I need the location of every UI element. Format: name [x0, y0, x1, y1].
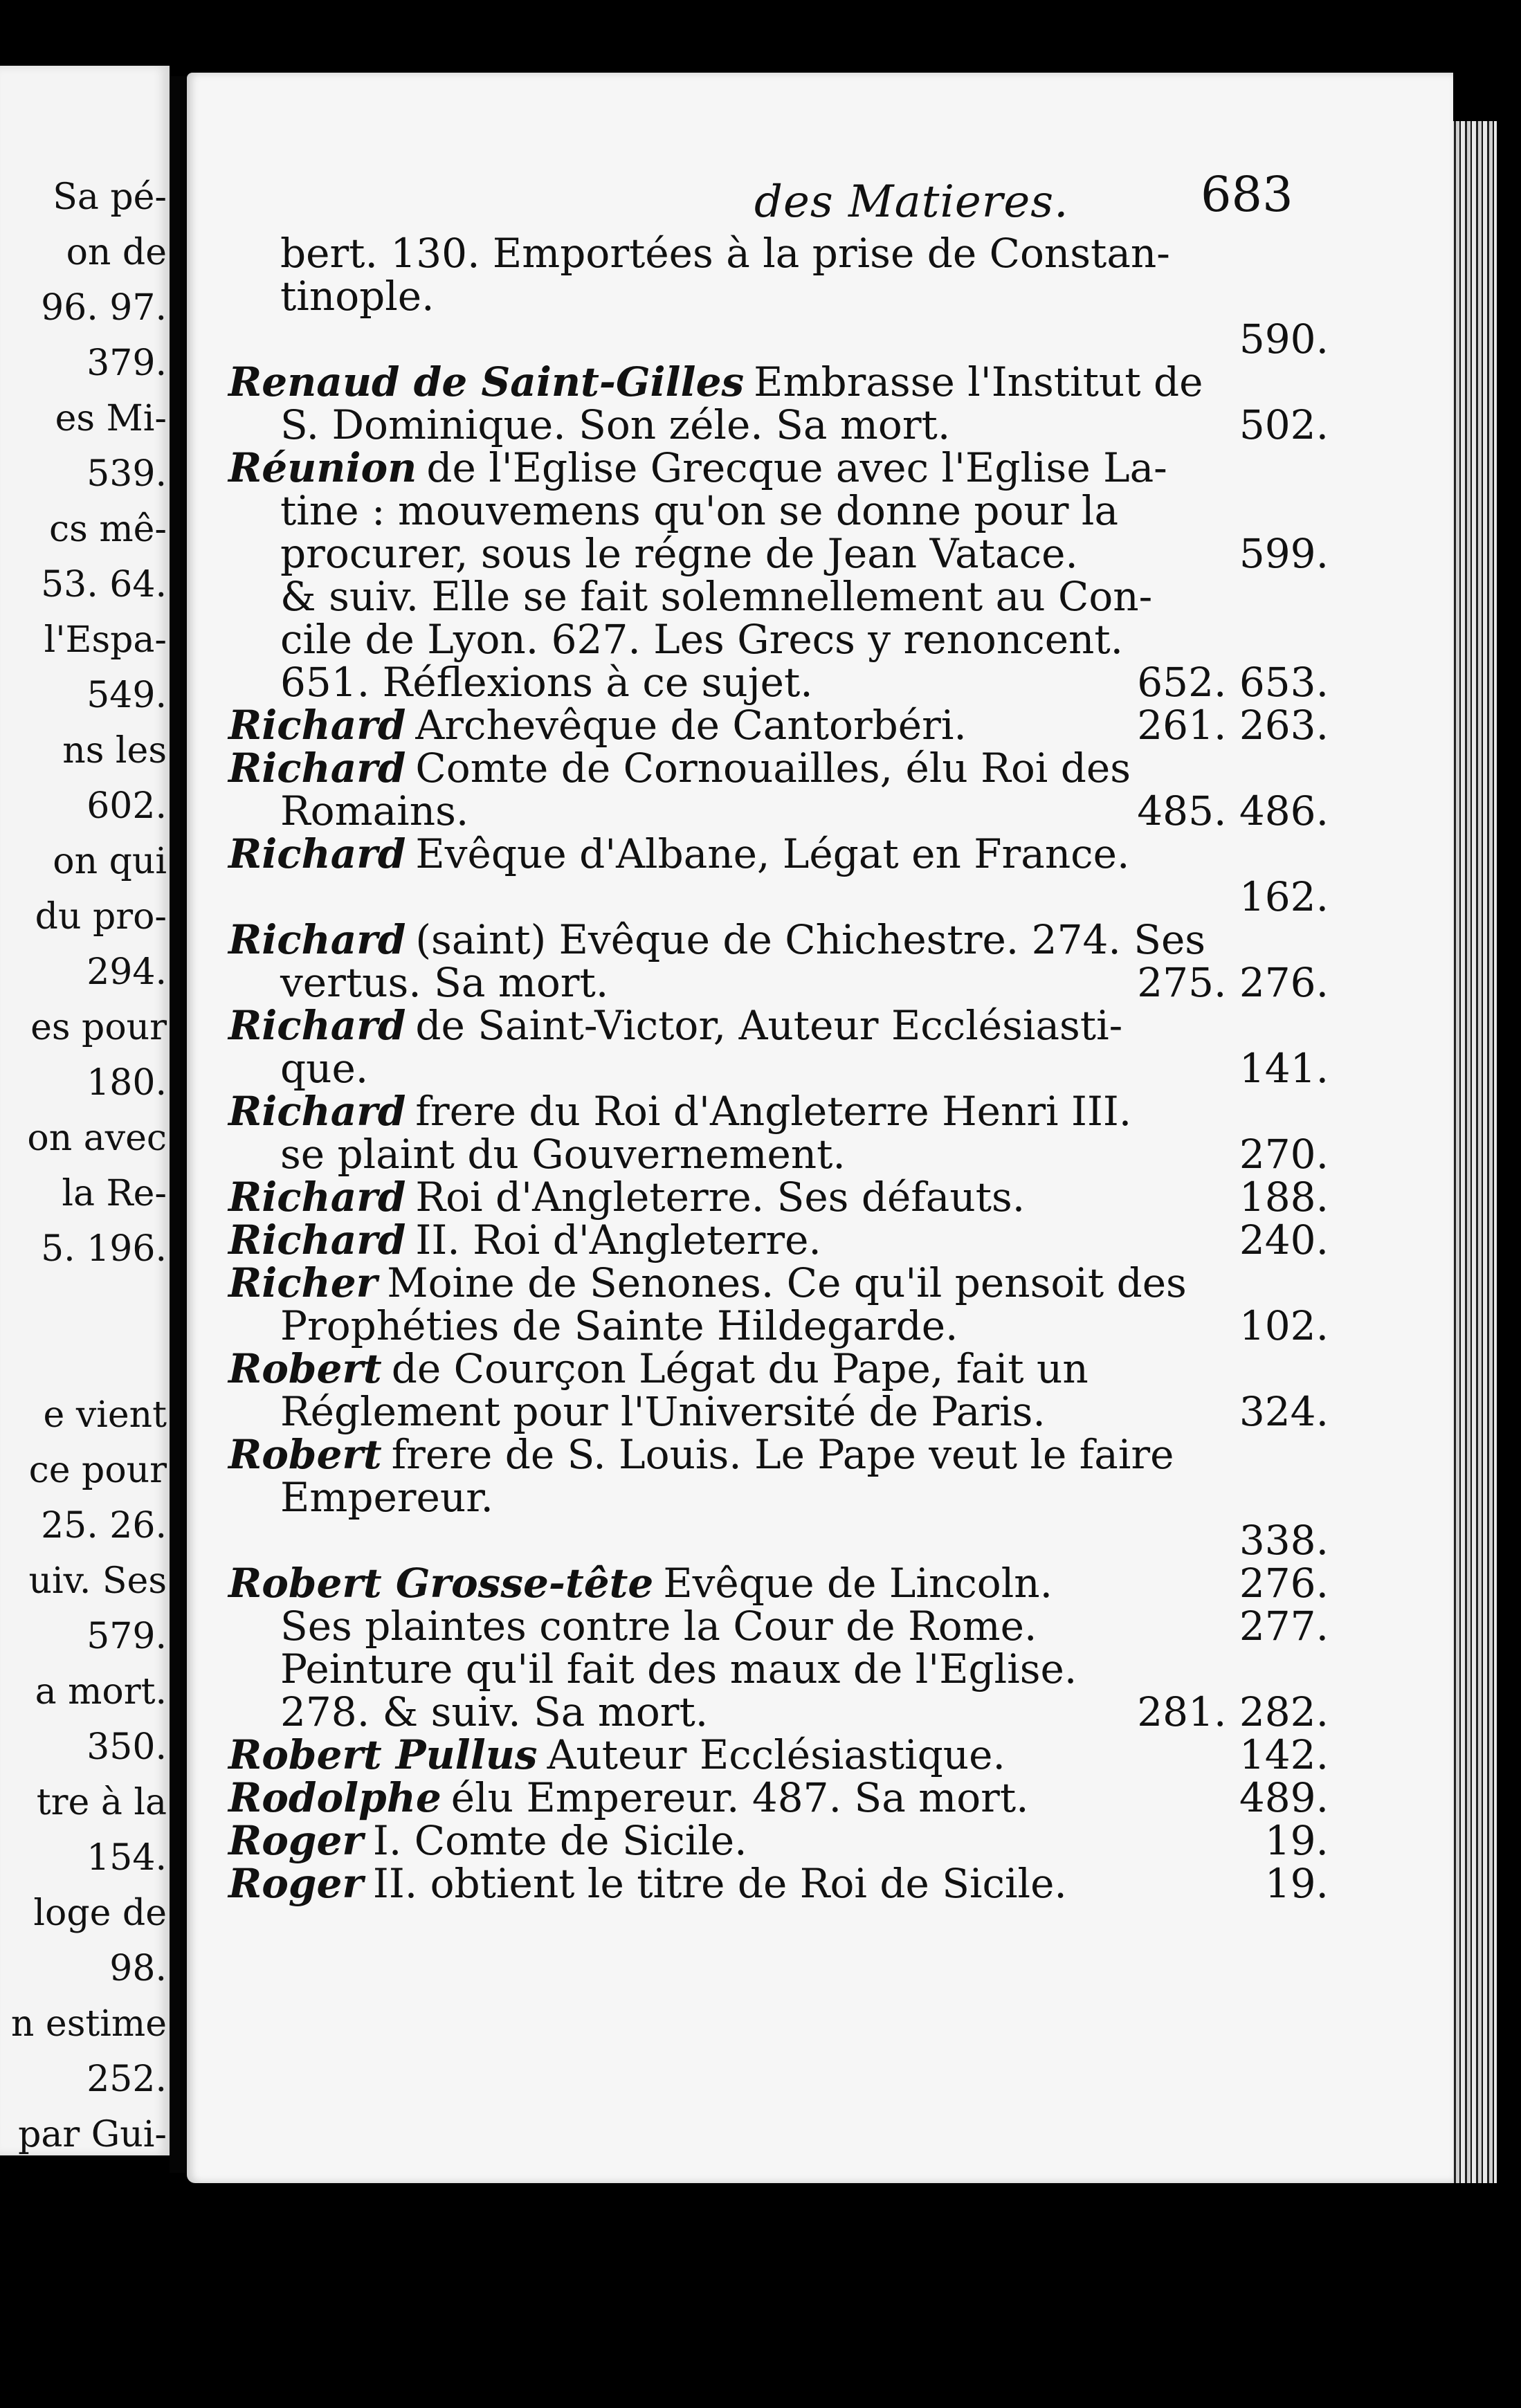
entry-text: II. obtient le titre de Roi de Sicile.	[372, 1860, 1067, 1907]
entry-term: Richard	[228, 1002, 406, 1049]
entry-page-reference: 141.	[1239, 1045, 1329, 1092]
entry-text: (saint) Evêque de Chichestre. 274. Ses	[415, 916, 1206, 963]
entry-text: frere du Roi d'Angleterre Henri III.	[415, 1088, 1132, 1135]
previous-page-line: on qui	[53, 841, 167, 882]
entry-page-reference: 485. 486.	[1137, 787, 1329, 834]
entry-page-reference: 590.	[1239, 316, 1329, 363]
previous-page-line: 602.	[86, 785, 167, 827]
entry-term: Richard	[228, 702, 406, 749]
entry-text: tinople.	[280, 273, 435, 320]
index-entry-continuation	[228, 618, 1329, 661]
index-entry	[228, 1819, 1329, 1862]
entry-term: Richard	[228, 830, 406, 877]
index-entry-continuation	[228, 1605, 1329, 1648]
index-entry	[228, 918, 1329, 961]
entry-page-reference: 261. 263.	[1137, 702, 1329, 749]
entry-page-reference: 188.	[1239, 1174, 1329, 1221]
entry-page-reference: 19.	[1264, 1860, 1329, 1907]
previous-page-line: loge de	[33, 1892, 167, 1934]
entry-term: Roger	[228, 1860, 363, 1907]
entry-term: Richard	[228, 1088, 406, 1135]
index-entry-continuation	[228, 403, 1329, 446]
entry-text: II. Roi d'Angleterre.	[415, 1216, 821, 1264]
entry-text: 278. & suiv. Sa mort.	[280, 1688, 709, 1735]
entry-text: Comte de Cornouailles, élu Roi des	[415, 745, 1131, 792]
previous-page-line: 294.	[86, 951, 167, 993]
index-entry	[228, 1733, 1329, 1776]
entry-text: Peinture qu'il fait des maux de l'Eglise.	[280, 1645, 1077, 1693]
previous-page-line: uiv. Ses	[28, 1560, 167, 1602]
index-entry	[228, 1862, 1329, 1905]
previous-page-line: tre à la	[36, 1782, 167, 1823]
previous-page-line: 154.	[86, 1837, 167, 1879]
previous-page-line: es Mi-	[55, 398, 167, 439]
entry-text: de Courçon Légat du Pape, fait un	[391, 1345, 1089, 1392]
entry-text: Auteur Ecclésiastique.	[547, 1731, 1005, 1778]
entry-term: Robert	[228, 1345, 382, 1392]
previous-page-line: l'Espa-	[44, 619, 167, 661]
entry-text: Archevêque de Cantorbéri.	[415, 702, 967, 749]
previous-page-line: on avec	[27, 1118, 167, 1159]
entry-term: Robert Pullus	[228, 1731, 538, 1778]
entry-text: cile de Lyon. 627. Les Grecs y renoncent.	[280, 616, 1124, 663]
entry-text: que.	[280, 1045, 369, 1092]
index-entry-continuation	[228, 318, 1329, 361]
previous-page-fragment	[0, 66, 170, 2155]
entry-text: de l'Eglise Grecque avec l'Eglise La-	[426, 444, 1167, 491]
index-entry-continuation	[228, 1133, 1329, 1176]
entry-text: S. Dominique. Son zéle. Sa mort.	[280, 401, 951, 448]
entry-text: bert. 130. Emportées à la prise de Constan-	[280, 230, 1170, 277]
previous-page-line: 98.	[109, 1948, 167, 1989]
entry-page-reference: 270.	[1239, 1131, 1329, 1178]
previous-page-line: Sa pé-	[53, 176, 167, 218]
previous-page-line: e vient	[43, 1394, 167, 1436]
running-head: des Matieres.	[754, 176, 1069, 228]
entry-text: Empereur.	[280, 1474, 493, 1521]
previous-page-line: es pour	[30, 1007, 167, 1048]
index-entry	[228, 1090, 1329, 1133]
entry-page-reference: 599.	[1239, 530, 1329, 577]
entry-page-reference: 338.	[1239, 1517, 1329, 1564]
index-entry-continuation	[228, 232, 1329, 275]
entry-text: & suiv. Elle se fait solemnellement au Con-	[280, 573, 1153, 620]
entry-text: tine : mouvemens qu'on se donne pour la	[280, 487, 1119, 534]
entry-text: Moine de Senones. Ce qu'il pensoit des	[387, 1259, 1187, 1306]
index-entry-continuation	[228, 1304, 1329, 1347]
index-entries	[228, 232, 1329, 1905]
index-entry-continuation	[228, 961, 1329, 1004]
entry-page-reference: 276.	[1239, 1560, 1329, 1607]
entry-page-reference: 275. 276.	[1137, 959, 1329, 1006]
index-entry-continuation	[228, 1390, 1329, 1433]
previous-page-line: 579.	[86, 1616, 167, 1657]
previous-page-line: la Re-	[62, 1173, 167, 1214]
previous-page-line: 539.	[86, 453, 167, 495]
entry-term: Richer	[228, 1259, 378, 1306]
index-entry	[228, 1776, 1329, 1819]
entry-page-reference: 142.	[1239, 1731, 1329, 1778]
index-entry-continuation	[228, 661, 1329, 704]
previous-page-line: 549.	[86, 675, 167, 716]
page-stack-edge	[1450, 121, 1497, 2183]
previous-page-line: on de	[66, 232, 167, 273]
entry-text: Prophéties de Sainte Hildegarde.	[280, 1302, 958, 1349]
entry-term: Richard	[228, 916, 406, 963]
entry-term: Robert	[228, 1431, 382, 1478]
previous-page-line: 180.	[86, 1062, 167, 1104]
previous-page-line: 25. 26.	[41, 1505, 167, 1547]
previous-page-line: a mort.	[35, 1671, 167, 1713]
entry-text: élu Empereur. 487. Sa mort.	[450, 1774, 1029, 1821]
entry-term: Réunion	[228, 444, 417, 491]
index-entry-continuation	[228, 1645, 1329, 1693]
previous-page-line: 350.	[86, 1726, 167, 1768]
index-entry	[228, 704, 1329, 747]
previous-page-line: 96. 97.	[41, 287, 167, 329]
index-entry-continuation	[228, 532, 1329, 575]
entry-text: Roi d'Angleterre. Ses défauts.	[415, 1174, 1026, 1221]
index-entry-continuation	[228, 575, 1329, 618]
entry-term: Richard	[228, 1216, 406, 1264]
previous-page-line: cs mê-	[49, 509, 167, 550]
entry-text: Ses plaintes contre la Cour de Rome.	[280, 1603, 1037, 1650]
entry-page-reference: 162.	[1239, 873, 1329, 920]
previous-page-line: ns les	[62, 730, 167, 772]
previous-page-line: ce pour	[28, 1450, 167, 1491]
index-entry	[228, 1347, 1329, 1390]
previous-page-line: du pro-	[35, 896, 167, 938]
index-entry-continuation	[228, 1519, 1329, 1562]
index-entry	[228, 1004, 1329, 1047]
entry-text: se plaint du Gouvernement.	[280, 1131, 846, 1178]
index-entry-continuation	[228, 1047, 1329, 1090]
index-entry	[228, 358, 1329, 405]
entry-text: Evêque de Lincoln.	[663, 1560, 1053, 1607]
previous-page-line: 5. 196.	[41, 1228, 167, 1270]
index-entry	[228, 446, 1329, 489]
entry-text: I. Comte de Sicile.	[372, 1817, 747, 1864]
entry-page-reference: 19.	[1264, 1817, 1329, 1864]
entry-page-reference: 281. 282.	[1137, 1688, 1329, 1735]
entry-page-reference: 502.	[1239, 401, 1329, 448]
index-entry-continuation	[228, 1690, 1329, 1733]
previous-page-line: 53. 64.	[41, 564, 167, 605]
index-entry	[228, 1261, 1329, 1304]
entry-term: Renaud de Saint-Gilles	[228, 358, 745, 405]
index-entry	[228, 1562, 1329, 1605]
index-entry	[228, 1216, 1329, 1264]
entry-text: 651. Réflexions à ce sujet.	[280, 659, 813, 706]
entry-text: procurer, sous le régne de Jean Vatace.	[280, 530, 1078, 577]
entry-text: frere de S. Louis. Le Pape veut le faire	[391, 1431, 1174, 1478]
entry-term: Rodolphe	[228, 1774, 441, 1821]
previous-page-line: par Gui-	[18, 2114, 167, 2155]
index-entry	[228, 832, 1329, 875]
index-entry-continuation	[228, 489, 1329, 532]
entry-page-reference: 277.	[1239, 1603, 1329, 1650]
index-entry	[228, 1176, 1329, 1219]
entry-text: vertus. Sa mort.	[280, 959, 609, 1006]
entry-term: Robert Grosse-tête	[228, 1560, 654, 1607]
entry-page-reference: 324.	[1239, 1388, 1329, 1435]
entry-text: Evêque d'Albane, Légat en France.	[415, 830, 1130, 877]
entry-text: de Saint-Victor, Auteur Ecclésiasti-	[415, 1002, 1123, 1049]
index-entry	[228, 747, 1329, 790]
previous-page-line: n estime	[10, 2003, 167, 2045]
entry-page-reference: 102.	[1239, 1302, 1329, 1349]
entry-text: Embrasse l'Institut de	[754, 358, 1203, 405]
entry-term: Roger	[228, 1817, 363, 1864]
entry-page-reference: 240.	[1239, 1216, 1329, 1264]
page-number: 683	[1201, 166, 1293, 223]
index-entry	[228, 1433, 1329, 1476]
entry-page-reference: 489.	[1239, 1774, 1329, 1821]
entry-page-reference: 652. 653.	[1137, 659, 1329, 706]
index-entry-continuation	[228, 275, 1329, 318]
index-entry-continuation	[228, 787, 1329, 834]
index-page	[187, 73, 1453, 2183]
index-entry-continuation	[228, 1476, 1329, 1519]
previous-page-line: 252.	[86, 2059, 167, 2100]
entry-text: Réglement pour l'Université de Paris.	[280, 1388, 1046, 1435]
entry-text: Romains.	[280, 787, 469, 834]
index-entry-continuation	[228, 875, 1329, 918]
entry-term: Richard	[228, 745, 406, 792]
previous-page-line: 379.	[86, 343, 167, 384]
entry-term: Richard	[228, 1174, 406, 1221]
